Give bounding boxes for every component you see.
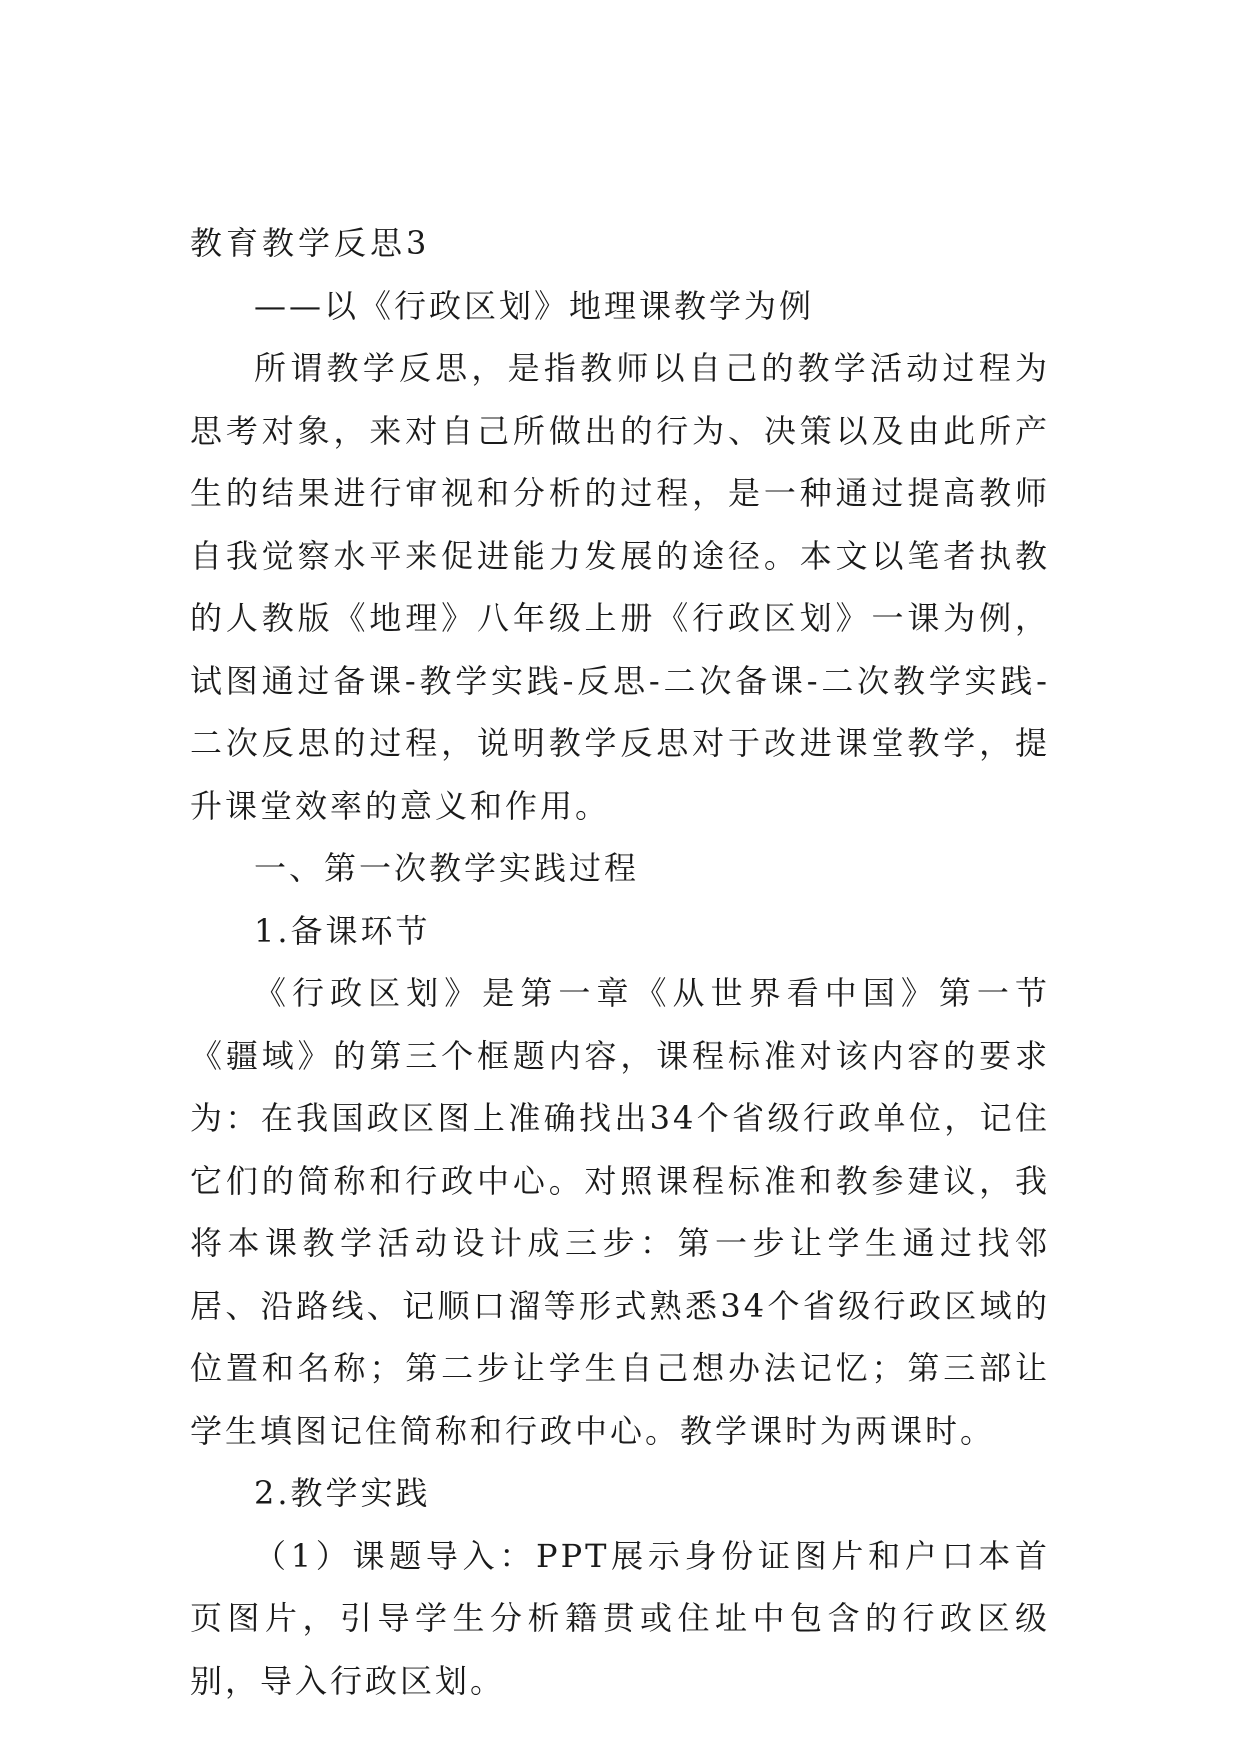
lesson-intro-paragraph: （1）课题导入：PPT展示身份证图片和户口本首页图片，引导学生分析籍贯或住址中包含的行政区级别，导入行政区划。 <box>190 1536 1050 1700</box>
document-subtitle: ——以《行政区划》地理课教学为例 <box>254 286 815 325</box>
document-title: 教育教学反思3 <box>190 224 431 262</box>
lesson-prep-paragraph: 《行政区划》是第一章《从世界看中国》第一节《疆域》的第三个框题内容，课程标准对该内容的要求为：在我国政区图上准确找出34个省级行政单位，记住它们的简称和行政中心。对照课程标准和教参建议，我将本课教学活动设计成三步：第一步让学生通过找邻居、沿路线、记顺口溜等形式熟悉34个省级行政区域的位置和名称；第二步让学生自己想办法记忆；第三部让学生填图记住简称和行政中心。教学课时为两课时。 <box>190 974 1050 1450</box>
subsection-heading-1: 1.备课环节 <box>254 911 431 950</box>
document-page <box>190 212 1050 1712</box>
intro-paragraph: 所谓教学反思，是指教师以自己的教学活动过程为思考对象，来对自己所做出的行为、决策以及由此所产生的结果进行审视和分析的过程，是一种通过提高教师自我觉察水平来促进能力发展的途径。本文以笔者执教的人教版《地理》八年级上册《行政区划》一课为例，试图通过备课-教学实践-反思-二次备课-二次教学实践-二次反思的过程，说明教学反思对于改进课堂教学，提升课堂效率的意义和作用。 <box>190 349 1050 825</box>
section-heading-1: 一、第一次教学实践过程 <box>254 849 640 887</box>
subsection-heading-2: 2.教学实践 <box>254 1474 431 1512</box>
